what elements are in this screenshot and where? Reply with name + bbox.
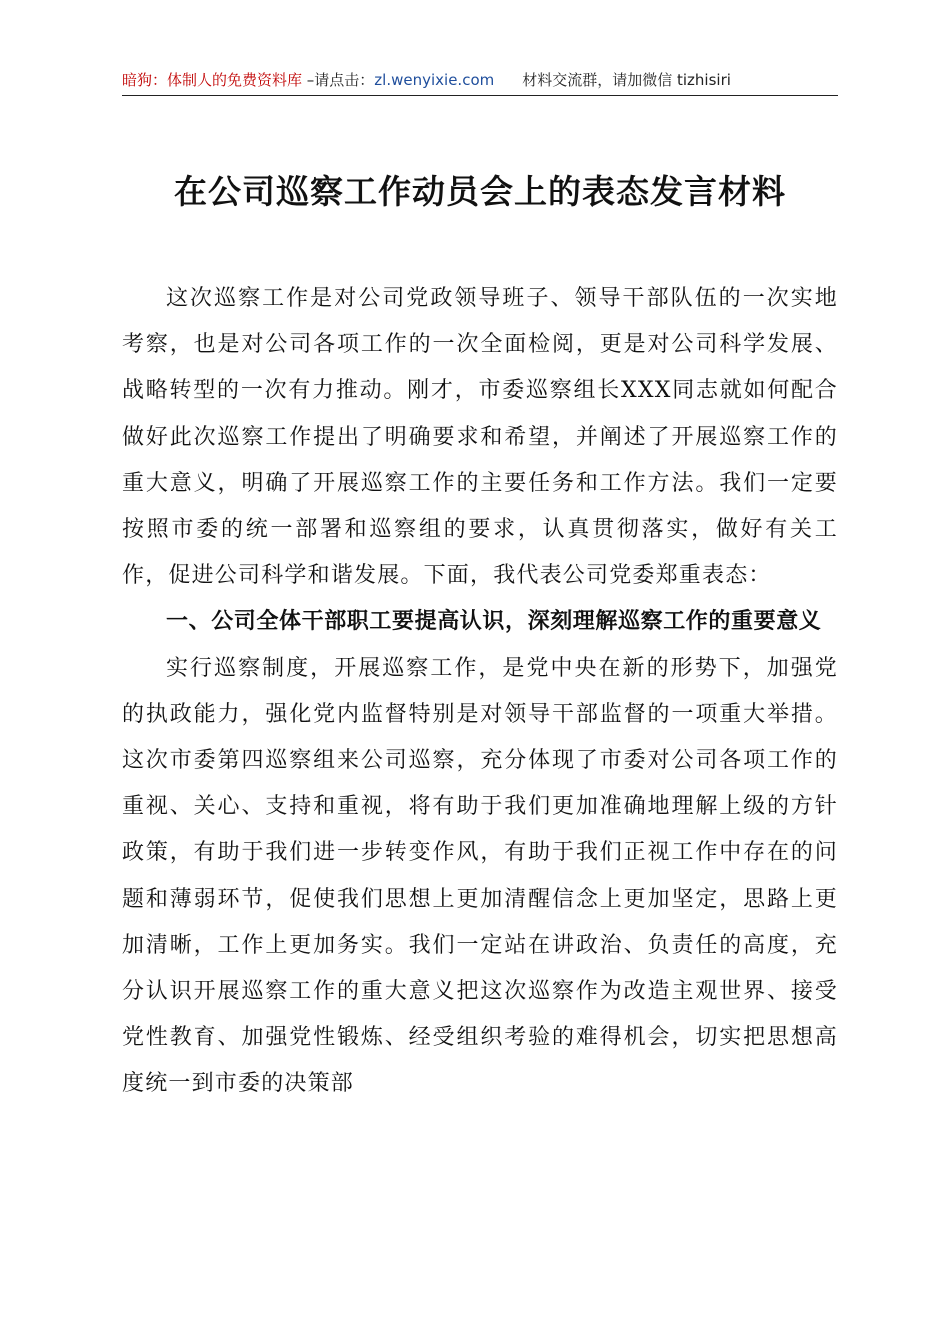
document-title: 在公司巡察工作动员会上的表态发言材料: [174, 172, 786, 211]
header-divider: [122, 95, 838, 96]
paragraph-intro: 这次巡察工作是对公司党政领导班子、领导干部队伍的一次实地考察，也是对公司各项工作的一次全面检阅，更是对公司科学发展、战略转型的一次有力推动。刚才，市委巡察组长XXX同志就如何配合做好此次巡察工作提出了明确要求和希望，并阐述了开展巡察工作的重大意义，明确了开展巡察工作的主要任务和工作方法。我们一定要按照市委的统一部署和巡察组的要求，认真贯彻落实，做好有关工作，促进公司科学和谐发展。下面，我代表公司党委郑重表态：: [122, 286, 838, 589]
page-header: [122, 66, 838, 94]
document-body: [122, 276, 838, 1108]
site-url-link[interactable]: zl.wenyixie.com: [374, 71, 495, 89]
site-label: 暗狗：体制人的免费资料库: [122, 71, 303, 89]
group-note: 材料交流群，请加微信 tizhisiri: [522, 71, 731, 89]
click-prompt: –请点击：: [302, 71, 375, 89]
section-heading-1: 一、公司全体干部职工要提高认识，深刻理解巡察工作的重要意义: [166, 609, 822, 635]
paragraph-section-1: 实行巡察制度，开展巡察工作，是党中央在新的形势下，加强党的执政能力，强化党内监督特别是对领导干部监督的一项重大举措。这次市委第四巡察组来公司巡察，充分体现了市委对公司各项工作的重视、关心、支持和重视，将有助于我们更加准确地理解上级的方针政策，有助于我们进一步转变作风，有助于我们正视工作中存在的问题和薄弱环节，促使我们思想上更加清醒信念上更加坚定，思路上更加清晰，工作上更加务实。我们一定站在讲政治、负责任的高度，充分认识开展巡察工作的重大意义把这次巡察作为改造主观世界、接受党性教育、加强党性锻炼、经受组织考验的难得机会，切实把思想高度统一到市委的决策部: [122, 655, 838, 1097]
